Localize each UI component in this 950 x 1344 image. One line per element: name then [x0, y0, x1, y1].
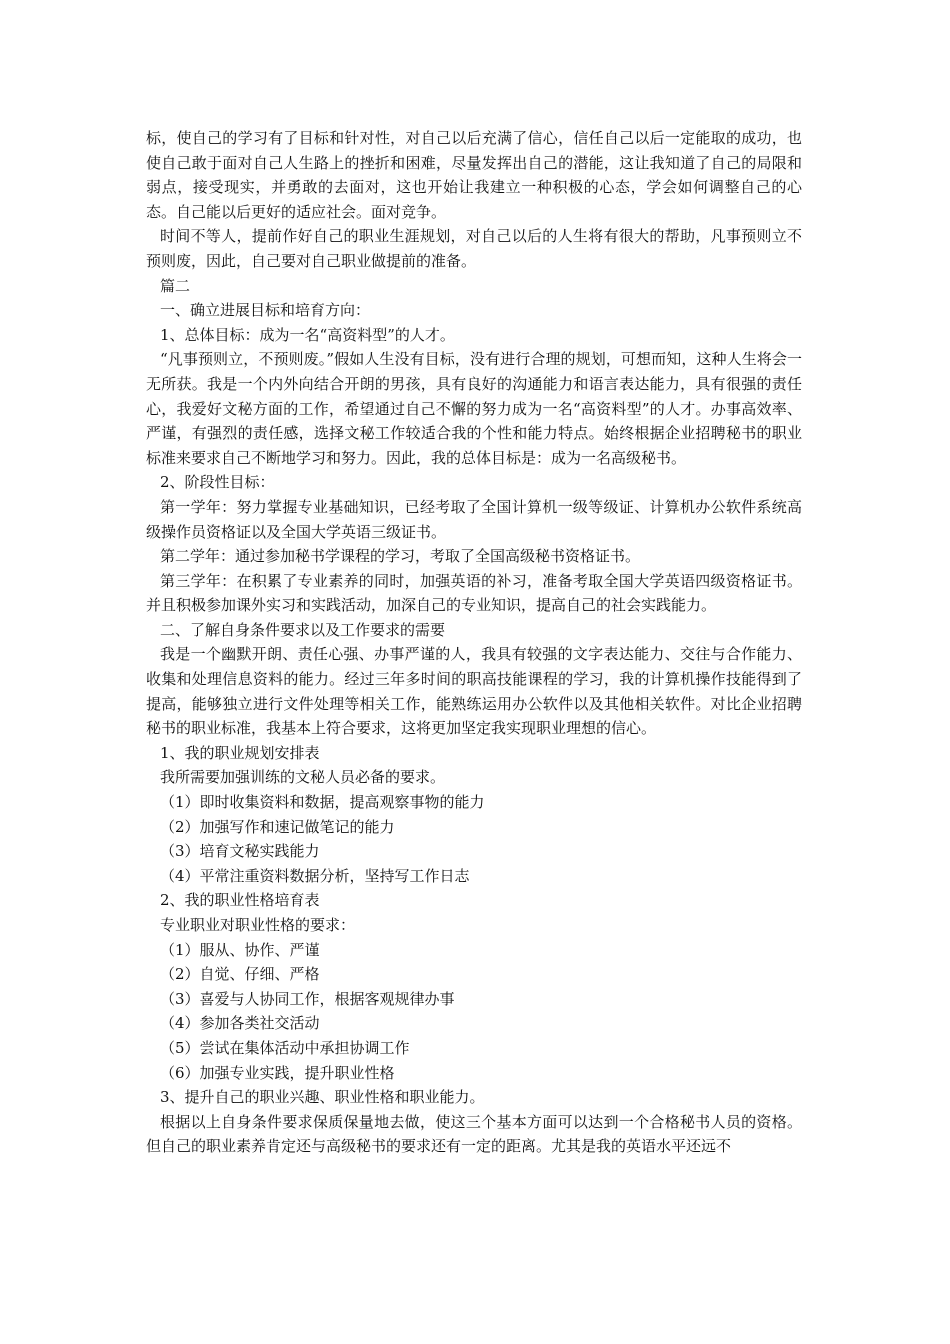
paragraph-planning-benefit: 时间不等人，提前作好自己的职业生涯规划，对自己以后的人生将有很大的帮助，凡事预则立不预则废，因此，自己要对自己职业做提前的准备。 [146, 227, 802, 270]
paragraph-overall-goal: “凡事预则立，不预则废。”假如人生没有目标，没有进行合理的规划，可想而知，这种人生将会一无所获。我是一个内外向结合开朗的男孩，具有良好的沟通能力和语言表达能力，具有很强的责任心，我爱好文秘方面的工作，希望通过自己不懈的努力成为一名“高资料型”的人才。办事高效率、严谨，有强烈的责任感，选择文秘工作较适合我的个性和能力特点。始终根据企业招聘秘书的职业标准来要求自己不断地学习和努力。因此，我的总体目标是：成为一名高级秘书。 [146, 350, 802, 467]
list-item: （1）服从、协作、严谨 [160, 940, 320, 959]
list-item: （4）平常注重资料数据分析，坚持写工作日志 [160, 866, 470, 885]
section-heading-part-two: 篇二 [160, 276, 191, 295]
heading-goals-direction: 一、确立进展目标和培育方向： [160, 301, 371, 320]
list-item: （2）加强写作和速记做笔记的能力 [160, 817, 395, 836]
list-item: （4）参加各类社交活动 [160, 1014, 320, 1033]
paragraph-second-year: 第二学年：通过参加秘书学课程的学习，考取了全国高级秘书资格证书。 [160, 547, 641, 566]
paragraph-conclusion: 根据以上自身条件要求保质保量地去做，使这三个基本方面可以达到一个合格秘书人员的资格。但自己的职业素养肯定还与高级秘书的要求还有一定的距离。尤其是我的英语水平还远不 [146, 1112, 802, 1156]
paragraph-personality-requirements: 专业职业对职业性格的要求： [160, 916, 356, 934]
document-page [146, 126, 802, 1159]
list-item: （3）培育文秘实践能力 [160, 842, 320, 861]
paragraph-training-requirements: 我所需要加强训练的文秘人员必备的要求。 [160, 768, 446, 787]
list-item: （3）喜爱与人协同工作，根据客观规律办事 [160, 989, 455, 1008]
list-item: （5）尝试在集体活动中承担协调工作 [160, 1038, 410, 1057]
heading-career-plan-table: 1、我的职业规划安排表 [160, 743, 320, 762]
list-item: （6）加强专业实践，提升职业性格 [160, 1063, 395, 1082]
heading-improve-abilities: 3、提升自己的职业兴趣、职业性格和职业能力。 [160, 1088, 485, 1107]
paragraph-third-year: 第三学年：在积累了专业素养的同时，加强英语的补习，准备考取全国大学英语四级资格证书。并且积极参加课外实习和实践活动，加深自己的专业知识，提高自己的社会实践能力。 [146, 571, 802, 615]
heading-overall-goal: 1、总体目标：成为一名“高资料型”的人才。 [160, 325, 455, 344]
paragraph-continuation: 标，使自己的学习有了目标和针对性，对自己以后充满了信心，信任自己以后一定能取的成功，也使自己敢于面对自己人生路上的挫折和困难，尽量发挥出自己的潜能，这让我知道了自己的局限和弱点，接受现实，并勇敢的去面对，这也开始让我建立一种积极的心态，学会如何调整自己的心态。自己能以后更好的适应社会。面对竞争。 [146, 129, 802, 221]
list-item: （1）即时收集资料和数据，提高观察事物的能力 [160, 793, 485, 812]
list-item: （2）自觉、仔细、严格 [160, 965, 320, 984]
paragraph-first-year: 第一学年：努力掌握专业基础知识，已经考取了全国计算机一级等级证、计算机办公软件系统高级操作员资格证以及全国大学英语三级证书。 [146, 497, 802, 541]
paragraph-self-description: 我是一个幽默开朗、责任心强、办事严谨的人，我具有较强的文字表达能力、交往与合作能力、收集和处理信息资料的能力。经过三年多时间的职高技能课程的学习，我的计算机操作技能得到了提高，能够独立进行文件处理等相关工作，能熟练运用办公软件以及其他相关软件。对比企业招聘秘书的职业标准，我基本上符合要求，这将更加坚定我实现职业理想的信心。 [146, 645, 802, 738]
heading-stage-goals: 2、阶段性目标： [160, 473, 275, 492]
heading-personality-table: 2、我的职业性格培育表 [160, 891, 320, 910]
heading-self-conditions: 二、了解自身条件要求以及工作要求的需要 [160, 620, 446, 639]
